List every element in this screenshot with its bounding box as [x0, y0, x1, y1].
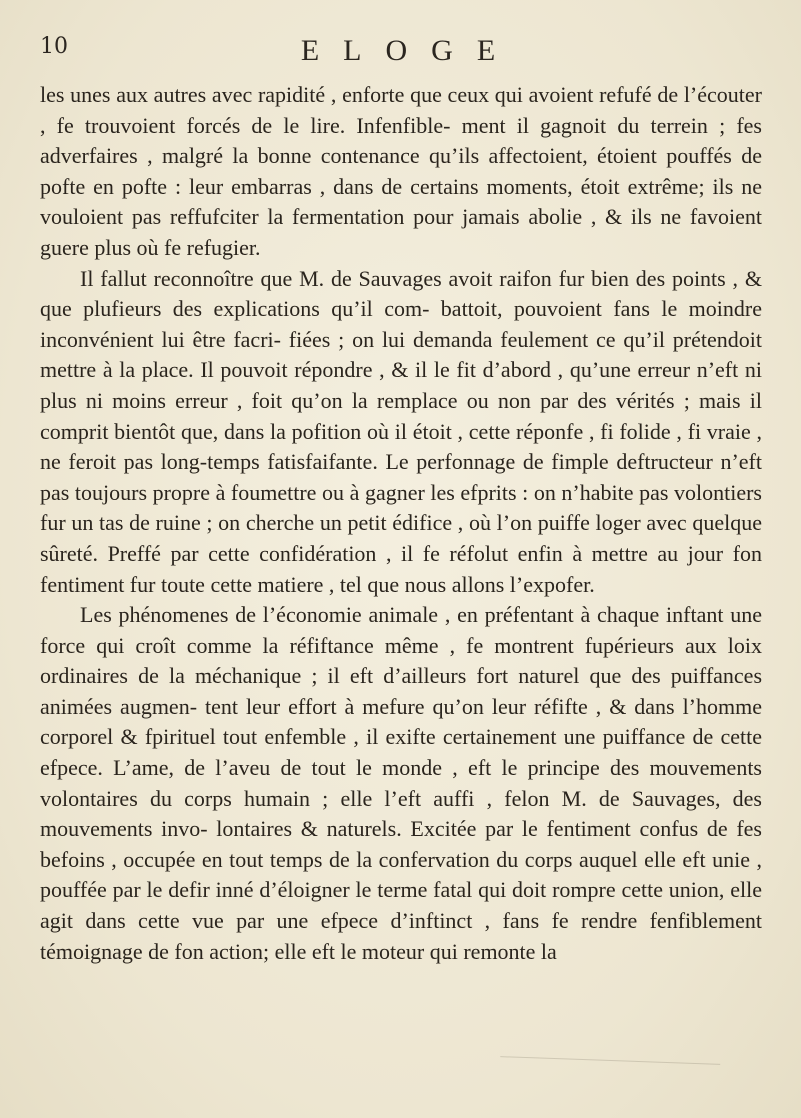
paragraph-2: Il fallut reconnoître que M. de Sauvages avoit raifon fur bien des points , & que plufieurs des explications qu’il com- battoit, pouvoient fans le moindre inconvénient lui être facri- fiées ; on lui demanda feulement ce qu’il prétendoit mettre à la place. Il pouvoit répondre , & il le fit d’abord , qu’une erreur n’eft ni plus ni moins erreur , foit qu’on la remplace ou non par des vérités ; mais il comprit bientôt que, dans la pofition où il étoit , cette réponfe , fi folide , fi vraie , ne feroit pas long-temps fatisfaifante. Le perfonnage de fimple deftructeur n’eft pas toujours propre à foumettre ou à gagner les efprits : on n’habite pas volontiers fur un tas de ruine ; on cherche un petit édifice , où l’on puiffe loger avec quelque sûreté. Preffé par cette confidération , il fe réfolut enfin à mettre au jour fon fentiment fur toute cette matiere , tel que nous allons l’expofer. — [40, 265, 762, 597]
page-header — [40, 34, 760, 74]
page-number: 10 — [40, 34, 68, 59]
paragraph-3: Les phénomenes de l’économie animale , en préfentant à chaque inftant une force qui croît comme la réfiftance même , fe montrent fupérieurs aux loix ordinaires de la méchanique ; il eft d’ailleurs fort naturel que des puiffances animées augmen- tent leur effort à mefure qu’on leur réfifte , & dans l’homme corporel & fpirituel tout enfemble , il exifte certainement une puiffance de cette efpece. L’ame, de l’aveu de tout le monde , eft le principe des mouvements volontaires du corps humain ; elle l’eft auffi , felon M. de Sauvages, des mouvements invo- lontaires & naturels. Excitée par le fentiment confus de fes befoins , occupée en tout temps de la confervation du corps auquel elle eft unie , pouffée par le defir inné d’éloigner le terme fatal qui doit rompre cette union, elle agit dans cette vue par une efpece d’inftinct , fans fe rendre fenfiblement témoignage de fon action; elle eft le moteur qui remonte la — [40, 602, 762, 964]
running-head: ELOGE — [300, 34, 520, 67]
paragraph-1: les unes aux autres avec rapidité , enforte que ceux qui avoient refufé de l’écouter , fe trouvoient forcés de le lire. Infenfible- ment il gagnoit du terrein ; fes adverfaires , malgré la bonne contenance qu’ils affectoient, étoient pouffés de pofte en pofte : leur embarras , dans de certains moments, étoit extrême; ils ne vouloient pas reffufciter la fermentation pour jamais abolie , & ils ne favoient guere plus où fe refugier. — [40, 82, 762, 260]
body-text — [40, 80, 762, 967]
paper-mark — [500, 1056, 720, 1079]
